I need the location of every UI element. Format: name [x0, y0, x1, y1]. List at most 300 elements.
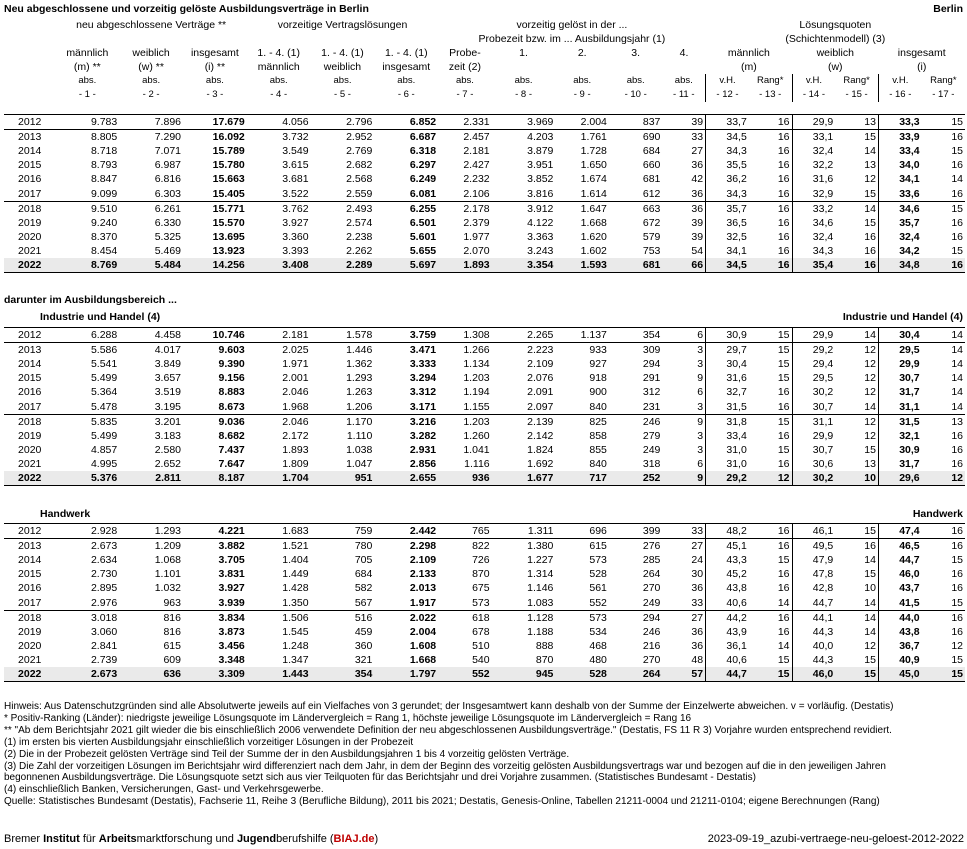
value-cell: 29,5 — [792, 371, 835, 385]
column-number: - 17 - — [932, 89, 955, 100]
value-cell: 16 — [749, 130, 792, 145]
value-cell: 1.578 — [311, 328, 375, 343]
value-cell: 34,6 — [878, 201, 921, 216]
value-cell: 27 — [662, 610, 705, 625]
value-cell: 2.109 — [409, 554, 437, 567]
year-cell: 2022 — [4, 667, 55, 682]
value-cell: 552 — [438, 667, 492, 682]
value-cell: 6.303 — [154, 187, 181, 200]
value-cell: 3 — [697, 429, 704, 442]
value-cell: 34,5 — [706, 130, 749, 145]
value-cell: 1.545 — [282, 625, 309, 638]
value-cell: 459 — [354, 625, 373, 638]
table-row — [4, 115, 965, 130]
value-cell: 2.022 — [374, 610, 438, 625]
value-cell: 6.261 — [119, 201, 183, 216]
value-cell: 3.360 — [282, 230, 309, 243]
value-cell: 2.442 — [374, 524, 438, 539]
value-cell: 2.457 — [438, 130, 492, 145]
value-cell: 33,3 — [878, 115, 921, 130]
value-cell: 15 — [864, 568, 876, 581]
value-cell: 2.238 — [346, 230, 373, 243]
value-cell: 3.456 — [218, 639, 245, 652]
value-cell: 16 — [951, 625, 963, 638]
value-cell: 3.519 — [154, 386, 181, 399]
value-cell: 2.427 — [463, 159, 490, 172]
value-cell: 41,5 — [878, 596, 921, 611]
value-cell: 14 — [951, 386, 963, 399]
value-cell: 858 — [589, 429, 607, 442]
year-cell: 2017 — [18, 187, 42, 200]
column-number: - 8 - — [515, 89, 532, 100]
unit-label: abs. — [573, 75, 592, 86]
value-cell: 3.216 — [374, 414, 438, 429]
table-row — [4, 187, 965, 202]
value-cell: 15 — [835, 667, 878, 682]
value-cell: 15 — [922, 201, 965, 216]
value-cell: 30,4 — [878, 328, 921, 343]
value-cell: 46,0 — [878, 567, 921, 581]
value-cell: 1.032 — [154, 582, 181, 595]
value-cell: 15 — [864, 654, 876, 667]
col-header-q1: männlich — [727, 47, 770, 59]
value-cell: 15.405 — [212, 187, 245, 200]
value-cell: 30,2 — [792, 471, 835, 486]
year-cell: 2017 — [18, 596, 42, 609]
value-cell: 681 — [609, 258, 663, 273]
column-number: - 6 - — [397, 89, 415, 100]
value-cell: 5.499 — [90, 429, 118, 442]
value-cell: 32,5 — [706, 230, 749, 244]
value-cell: 936 — [438, 471, 492, 486]
value-cell: 2.298 — [374, 539, 438, 554]
column-number: - 1 - — [78, 89, 96, 100]
value-cell: 276 — [609, 539, 663, 554]
value-cell: 3.927 — [218, 582, 245, 595]
value-cell: 2.004 — [555, 115, 609, 130]
value-cell: 45,0 — [878, 667, 921, 682]
value-cell: 45,2 — [706, 567, 749, 581]
section-ih-title: Industrie und Handel (4) — [40, 311, 161, 323]
value-cell: 3.873 — [218, 625, 245, 638]
value-cell: 1.350 — [282, 596, 309, 609]
year-cell: 2016 — [18, 386, 42, 399]
value-cell: 34,3 — [706, 187, 749, 202]
value-cell: 36 — [691, 187, 704, 200]
value-cell: 12 — [864, 358, 876, 371]
value-cell: 354 — [311, 667, 375, 682]
table-row — [4, 400, 965, 415]
value-cell: 57 — [662, 667, 705, 682]
section-hw-title: Handwerk — [40, 508, 91, 520]
value-cell: 9.156 — [218, 372, 245, 385]
value-cell: 1.977 — [463, 230, 490, 243]
value-cell: 663 — [609, 201, 663, 216]
unit-label: abs. — [674, 75, 693, 86]
value-cell: 528 — [555, 667, 609, 682]
col-header-q1b: (m) — [740, 61, 757, 73]
value-cell: 8.454 — [90, 245, 118, 258]
value-cell: 39 — [691, 216, 704, 229]
value-cell: 16 — [922, 610, 965, 625]
value-cell: 1.203 — [438, 414, 492, 429]
unit-label: abs. — [626, 75, 645, 86]
value-cell: 4.203 — [492, 130, 556, 145]
value-cell: 1.443 — [247, 667, 311, 682]
value-cell: 264 — [609, 667, 663, 682]
value-cell: 33 — [691, 596, 704, 609]
col-header-3b: (i) ** — [204, 61, 226, 73]
value-cell: 3.333 — [409, 358, 437, 371]
year-cell: 2012 — [4, 328, 55, 343]
biaj-link[interactable]: BIAJ.de — [333, 833, 375, 845]
value-cell: 2.634 — [90, 554, 118, 567]
year-cell: 2012 — [4, 524, 55, 539]
value-cell: 2.142 — [527, 429, 554, 442]
value-cell: 3.705 — [218, 554, 245, 567]
value-cell: 1.311 — [492, 524, 556, 539]
unit-label: abs. — [142, 75, 161, 86]
value-cell: 1.110 — [346, 429, 373, 442]
column-number: - 3 - — [206, 89, 224, 100]
value-cell: 6.687 — [374, 130, 438, 145]
value-cell: 14 — [864, 596, 876, 609]
value-cell: 231 — [642, 400, 661, 413]
value-cell: 672 — [642, 216, 661, 229]
value-cell: 1.677 — [492, 471, 556, 486]
year-cell: 2021 — [18, 654, 42, 667]
value-cell: 1.704 — [247, 471, 311, 486]
value-cell: 5.478 — [90, 400, 118, 413]
value-cell: 825 — [555, 414, 609, 429]
value-cell: 1.155 — [463, 400, 490, 413]
value-cell: 16 — [951, 443, 963, 456]
value-cell: 16 — [777, 230, 790, 243]
value-cell: 36 — [691, 159, 704, 172]
value-cell: 246 — [609, 414, 663, 429]
value-cell: 40,0 — [792, 639, 835, 653]
value-cell: 14 — [951, 400, 963, 413]
value-cell: 870 — [535, 654, 554, 667]
note-0: Hinweis: Aus Datenschutzgründen sind alle Absolutwerte jeweils auf ein Vielfaches von 3 gerundet; der Insgesamtwert kann deshalb von der Summe der Einzelwerte abweichen. v = vorläufig. (Destatis) — [4, 701, 894, 712]
value-cell: 1.083 — [527, 596, 554, 609]
value-cell: 33,4 — [878, 144, 921, 158]
value-cell: 15.570 — [212, 216, 245, 229]
value-cell: 16 — [777, 159, 790, 172]
value-cell: 2.739 — [90, 654, 118, 667]
value-cell: 43,8 — [878, 625, 921, 639]
table-craft — [4, 523, 965, 682]
value-cell: 14 — [951, 372, 963, 385]
value-cell: 1.521 — [247, 539, 311, 554]
value-cell: 40,6 — [706, 653, 749, 667]
value-cell: 2.265 — [492, 328, 556, 343]
value-cell: 759 — [311, 524, 375, 539]
year-cell: 2014 — [18, 358, 42, 371]
value-cell: 16 — [777, 582, 790, 595]
value-cell: 3 — [697, 358, 704, 371]
value-cell: 29,9 — [878, 357, 921, 371]
value-cell: 31,5 — [706, 400, 749, 415]
value-cell: 16 — [777, 216, 790, 229]
value-cell: 33 — [662, 130, 705, 145]
value-cell: 10 — [864, 582, 876, 595]
table-row — [4, 371, 965, 385]
value-cell: 5.469 — [154, 245, 181, 258]
table-row — [4, 567, 965, 581]
value-cell: 678 — [472, 625, 490, 638]
value-cell: 2.289 — [311, 258, 375, 273]
year-cell: 2013 — [4, 343, 55, 358]
value-cell: 30,7 — [792, 443, 835, 457]
value-cell: 1.293 — [346, 372, 373, 385]
value-cell: 2.178 — [438, 201, 492, 216]
value-cell: 2.673 — [55, 667, 119, 682]
value-cell: 252 — [609, 471, 663, 486]
value-cell: 1.428 — [282, 582, 309, 595]
value-cell: 573 — [555, 610, 609, 625]
section-ih-title-right: Industrie und Handel (4) — [842, 311, 963, 323]
value-cell: 29,6 — [878, 471, 921, 486]
value-cell: 16 — [749, 524, 792, 539]
value-cell: 15 — [777, 654, 790, 667]
value-cell: 2.331 — [438, 115, 492, 130]
value-cell: 44,7 — [792, 596, 835, 611]
value-cell: 2.223 — [492, 343, 556, 358]
value-cell: 16 — [951, 187, 963, 200]
value-cell: 33,1 — [792, 130, 835, 145]
value-cell: 15.663 — [212, 173, 245, 186]
value-cell: 14 — [951, 358, 963, 371]
value-cell: 31,8 — [706, 414, 749, 429]
unit-label: abs. — [397, 75, 416, 86]
notes — [4, 701, 964, 808]
value-cell: 1.209 — [119, 539, 183, 554]
value-cell: 4.221 — [183, 524, 247, 539]
value-cell: 2.091 — [527, 386, 554, 399]
value-cell: 9.603 — [183, 343, 247, 358]
year-cell: 2018 — [4, 201, 55, 216]
value-cell: 66 — [662, 258, 705, 273]
value-cell: 16 — [777, 429, 790, 442]
table-row — [4, 328, 965, 343]
value-cell: 16 — [777, 173, 790, 186]
value-cell: 16 — [951, 458, 963, 471]
value-cell: 6 — [662, 328, 705, 343]
value-cell: 32,4 — [792, 144, 835, 158]
column-number: - 5 - — [334, 89, 351, 100]
value-cell: 2.181 — [463, 145, 490, 158]
value-cell: 13.695 — [212, 230, 245, 243]
value-cell: 1.038 — [346, 443, 373, 456]
value-cell: 285 — [642, 554, 661, 567]
value-cell: 2.262 — [346, 245, 373, 258]
value-cell: 2.841 — [90, 639, 118, 652]
value-cell: 705 — [354, 554, 373, 567]
value-cell: 2.013 — [409, 582, 437, 595]
value-cell: 29,5 — [878, 343, 921, 358]
value-cell: 2.097 — [527, 400, 554, 413]
table-row — [4, 524, 965, 539]
table-row — [4, 216, 965, 230]
value-cell: 1.683 — [247, 524, 311, 539]
value-cell: 34,1 — [706, 244, 749, 258]
value-cell: 561 — [589, 582, 607, 595]
value-cell: 264 — [642, 568, 661, 581]
value-cell: 552 — [589, 596, 607, 609]
value-cell: 32,4 — [878, 230, 921, 244]
value-cell: 16 — [777, 245, 790, 258]
value-cell: 612 — [642, 187, 661, 200]
col-header-q3b: (i) — [917, 61, 927, 73]
col-header-5b: weiblich — [323, 61, 362, 73]
value-cell: 54 — [691, 245, 704, 258]
value-cell: 16.092 — [183, 130, 247, 145]
value-cell: 516 — [311, 610, 375, 625]
value-cell: 5.697 — [374, 258, 438, 273]
year-cell: 2015 — [18, 568, 42, 581]
value-cell: 30 — [691, 568, 704, 581]
table-row — [4, 625, 965, 639]
value-cell: 9.036 — [183, 414, 247, 429]
value-cell: 510 — [472, 639, 490, 652]
value-cell: 4.122 — [527, 216, 554, 229]
value-cell: 44,3 — [792, 625, 835, 639]
header-group-quotas-sub: (Schichtenmodell) (3) — [785, 33, 886, 45]
col-header-7b: zeit (2) — [448, 61, 481, 73]
value-cell: 1.128 — [492, 610, 556, 625]
unit-label: v.H. — [706, 74, 749, 88]
value-cell: 1.206 — [346, 400, 373, 413]
value-cell: 42,8 — [792, 581, 835, 595]
value-cell: 2.046 — [282, 386, 309, 399]
value-cell: 14 — [864, 145, 876, 158]
value-cell: 1.893 — [282, 443, 309, 456]
value-cell: 1.668 — [409, 654, 437, 667]
value-cell: 9.510 — [55, 201, 119, 216]
value-cell: 540 — [472, 654, 490, 667]
value-cell: 16 — [951, 159, 963, 172]
value-cell: 8.187 — [183, 471, 247, 486]
value-cell: 1.380 — [492, 539, 556, 554]
unit-label: abs. — [78, 75, 97, 86]
value-cell: 360 — [354, 639, 373, 652]
col-header-6: 1. - 4. (1) — [384, 47, 428, 59]
value-cell: 1.266 — [438, 343, 492, 358]
value-cell: 12 — [951, 639, 963, 652]
value-cell: 5.376 — [55, 471, 119, 486]
value-cell: 4.017 — [119, 343, 183, 358]
value-cell: 534 — [589, 625, 607, 638]
value-cell: 15 — [864, 187, 876, 200]
value-cell: 2.001 — [282, 372, 309, 385]
value-cell: 36 — [691, 582, 704, 595]
value-cell: 47,8 — [792, 567, 835, 581]
header-group-terminated-in-sub: Probezeit bzw. im ... Ausbildungsjahr (1) — [478, 33, 666, 45]
value-cell: 3.471 — [374, 343, 438, 358]
value-cell: 12 — [864, 639, 876, 652]
value-cell: 2.004 — [409, 625, 437, 638]
value-cell: 34,6 — [792, 216, 835, 230]
value-cell: 16 — [951, 582, 963, 595]
header-group-new-contracts: neu abgeschlossene Verträge ** — [76, 19, 227, 31]
value-cell: 43,8 — [706, 581, 749, 595]
value-cell: 8.805 — [55, 130, 119, 145]
value-cell: 15.771 — [183, 201, 247, 216]
value-cell: 8.883 — [218, 386, 245, 399]
year-cell: 2016 — [18, 173, 42, 186]
value-cell: 3.969 — [492, 115, 556, 130]
value-cell: 29,2 — [792, 343, 835, 358]
value-cell: 16 — [749, 115, 792, 130]
table-row — [4, 471, 965, 486]
note-5: (3) Die Zahl der vorzeitigen Lösungen im Berichtsjahr wird differenziert nach dem Jahr, in dem der Beginn des vorzeitig gelösten Ausbildungsvertrags war und bezogen auf die in den jeweiligen Jahren — [4, 760, 886, 772]
value-cell: 12 — [835, 414, 878, 429]
value-cell: 822 — [438, 539, 492, 554]
year-cell: 2015 — [18, 372, 42, 385]
value-cell: 15 — [777, 443, 790, 456]
value-cell: 1.047 — [346, 458, 373, 471]
col-header-8: 1. — [519, 47, 528, 59]
col-header-1b: (m) ** — [73, 61, 101, 73]
value-cell: 3 — [697, 400, 704, 413]
value-cell: 582 — [354, 582, 373, 595]
value-cell: 10.746 — [183, 328, 247, 343]
value-cell: 2.568 — [346, 173, 373, 186]
col-header-4b: männlich — [257, 61, 300, 73]
value-cell: 837 — [609, 115, 663, 130]
value-cell: 5.484 — [119, 258, 183, 273]
value-cell: 1.314 — [527, 568, 554, 581]
year-cell: 2017 — [18, 400, 42, 413]
table-row — [4, 667, 965, 682]
value-cell: 6.816 — [154, 173, 181, 186]
value-cell: 43,3 — [706, 553, 749, 567]
value-cell: 2.139 — [492, 414, 556, 429]
value-cell: 46,5 — [878, 539, 921, 554]
value-cell: 13 — [835, 115, 878, 130]
value-cell: 5.601 — [409, 230, 437, 243]
column-number: - 14 - — [792, 88, 835, 102]
col-header-9: 2. — [577, 47, 587, 59]
value-cell: 34,1 — [878, 172, 921, 186]
value-cell: 27 — [691, 145, 704, 158]
value-cell: 2.895 — [90, 582, 118, 595]
column-number: - 2 - — [142, 89, 160, 100]
value-cell: 15.780 — [212, 159, 245, 172]
value-cell: 1.137 — [555, 328, 609, 343]
value-cell: 3.243 — [527, 245, 554, 258]
value-cell: 14 — [922, 343, 965, 358]
year-cell: 2018 — [4, 610, 55, 625]
value-cell: 636 — [119, 667, 183, 682]
value-cell: 29,4 — [792, 357, 835, 371]
table-row — [4, 244, 965, 258]
value-cell: 33,2 — [792, 201, 835, 216]
value-cell: 46,1 — [792, 524, 835, 539]
value-cell: 951 — [311, 471, 375, 486]
value-cell: 12 — [922, 471, 965, 486]
value-cell: 14 — [864, 400, 876, 413]
value-cell: 31,7 — [878, 385, 921, 399]
value-cell: 2.493 — [311, 201, 375, 216]
value-cell: 270 — [642, 582, 661, 595]
year-cell: 2015 — [18, 159, 42, 172]
value-cell: 4.857 — [90, 443, 118, 456]
value-cell: 1.614 — [580, 187, 607, 200]
value-cell: 15 — [777, 372, 790, 385]
value-cell: 31,7 — [878, 457, 921, 471]
